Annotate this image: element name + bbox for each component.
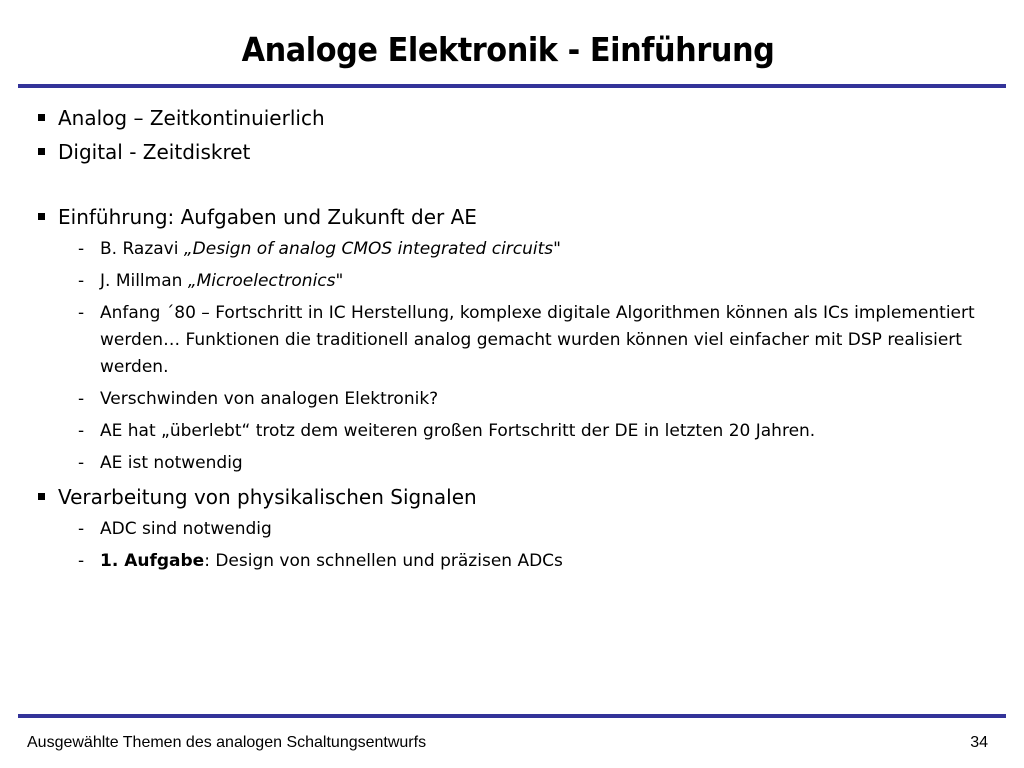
sub-item-anfang [36, 300, 980, 381]
sub-item-text: AE ist notwendig [100, 453, 243, 473]
dash-bullet: - [78, 519, 85, 539]
footer-divider [18, 714, 1006, 718]
square-bullet-icon [38, 114, 45, 121]
bullet-text: Verarbeitung von physikalischen Signalen [58, 485, 477, 509]
reference-author: B. Razavi [100, 239, 184, 259]
dash-bullet: - [78, 389, 85, 409]
slide-content [36, 100, 986, 580]
sub-item-text: ADC sind notwendig [100, 519, 272, 539]
slide-title: Analoge Elektronik - Einführung [241, 30, 775, 69]
square-bullet-icon [38, 213, 45, 220]
sub-item-ueberlebt [36, 418, 980, 445]
sub-item-millman [36, 268, 980, 295]
page-number: 34 [970, 734, 988, 751]
sub-item-razavi [36, 236, 980, 263]
sub-item-text: Verschwinden von analogen Elektronik? [100, 389, 439, 409]
dash-bullet: - [78, 303, 85, 323]
square-bullet-icon [38, 148, 45, 155]
bullet-analog [36, 103, 986, 133]
footer-course-title: Ausgewählte Themen des analogen Schaltungsentwurfs [27, 734, 427, 751]
dash-bullet: - [78, 239, 85, 259]
dash-bullet: - [78, 271, 85, 291]
bullet-digital [36, 137, 986, 167]
dash-bullet: - [78, 551, 85, 571]
dash-bullet: - [78, 421, 85, 441]
reference-quote: " [335, 271, 344, 291]
task-text: : Design von schnellen und präzisen ADCs [204, 551, 563, 571]
spacer [36, 171, 986, 199]
sub-item-aufgabe [36, 548, 980, 575]
bullet-text: Analog – Zeitkontinuierlich [58, 106, 325, 130]
sub-item-notwendig [36, 450, 980, 477]
reference-quote: " [553, 239, 561, 259]
task-label: 1. Aufgabe [100, 551, 205, 571]
bullet-text: Einführung: Aufgaben und Zukunft der AE [58, 205, 477, 229]
reference-title: „Design of analog CMOS integrated circuits [183, 239, 554, 259]
square-bullet-icon [38, 493, 45, 500]
title-divider [18, 84, 1006, 88]
bullet-intro [36, 202, 986, 232]
reference-author: J. Millman [100, 271, 188, 291]
reference-title: „Microelectronics [187, 271, 336, 291]
dash-bullet: - [78, 453, 85, 473]
bullet-verarbeitung [36, 482, 986, 512]
sub-item-text: Anfang ´80 – Fortschritt in IC Herstellung, komplexe digitale Algorithmen können als ICs implementiert werden… Funktionen die traditionell analog gemacht wurden können viel einfacher mit DSP realisiert werden. [100, 303, 975, 377]
sub-item-verschwinden [36, 386, 980, 413]
bullet-text: Digital - Zeitdiskret [58, 140, 251, 164]
sub-item-text: AE hat „überlebt“ trotz dem weiteren großen Fortschritt der DE in letzten 20 Jahren. [100, 421, 816, 441]
sub-item-adc [36, 516, 980, 543]
